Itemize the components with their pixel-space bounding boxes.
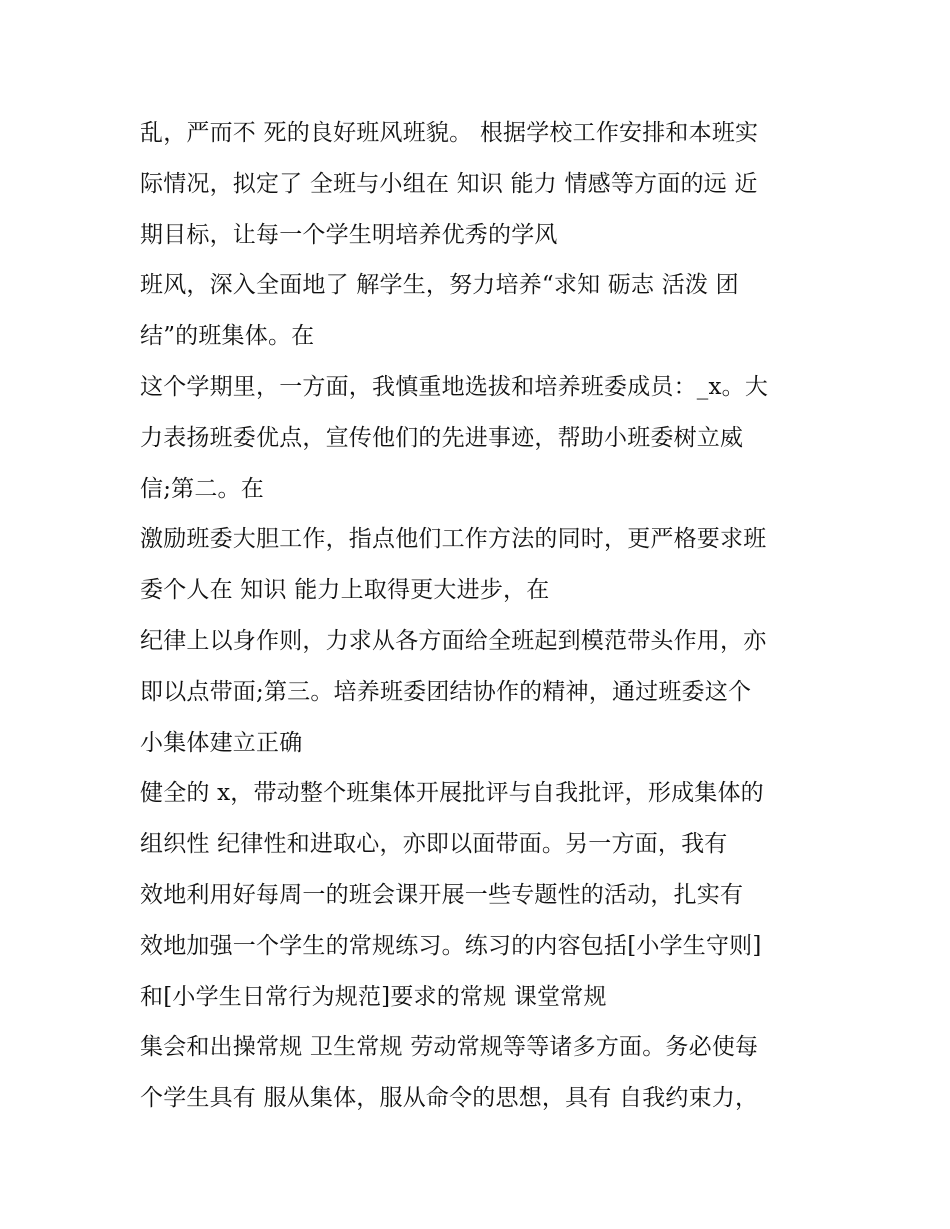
text-line: 这个学期里，一方面，我慎重地选拔和培养班委成员：_x。大	[140, 373, 769, 400]
text-line: 纪律上以身作则，力求从各方面给全班起到模范带头作用，亦	[140, 627, 767, 654]
text-line: 信;第二。在	[140, 475, 264, 502]
body-text	[140, 108, 820, 1124]
text-line: 效地利用好每周一的班会课开展一些专题性的活动，扎实有	[140, 881, 744, 908]
text-line: 即以点带面;第三。培养班委团结协作的精神，通过班委这个	[140, 678, 752, 705]
text-line: 小集体建立正确	[140, 729, 303, 756]
text-line: 集会和出操常规 卫生常规 劳动常规等等诸多方面。务必使每	[140, 1034, 759, 1061]
text-line: 效地加强一个学生的常规练习。练习的内容包括[小学生守则]	[140, 932, 762, 959]
text-line: 个学生具有 服从集体，服从命令的思想，具有 自我约束力，	[140, 1085, 759, 1112]
text-line: 激励班委大胆工作，指点他们工作方法的同时，更严格要求班	[140, 526, 767, 553]
text-line: 班风，深入全面地了 解学生，努力培养“求知 砺志 活泼 团	[140, 272, 739, 299]
text-line: 乱，严而不 死的良好班风班貌。 根据学校工作安排和本班实	[140, 120, 759, 146]
text-line: 组织性 纪律性和进取心，亦即以面带面。另一方面，我有	[140, 831, 728, 858]
text-line: 力表扬班委优点，宣传他们的先进事迹，帮助小班委树立威	[140, 424, 744, 451]
text-line: 和[小学生日常行为规范]要求的常规 课堂常规	[140, 983, 607, 1010]
text-line: 期目标，让每一个学生明培养优秀的学风	[140, 221, 558, 248]
text-line: 际情况，拟定了 全班与小组在 知识 能力 情感等方面的远 近	[140, 170, 758, 197]
text-line: 结”的班集体。在	[140, 323, 315, 350]
text-line: 健全的 x，带动整个班集体开展批评与自我批评，形成集体的	[140, 780, 764, 807]
text-line: 委个人在 知识 能力上取得更大进步，在	[140, 577, 550, 604]
